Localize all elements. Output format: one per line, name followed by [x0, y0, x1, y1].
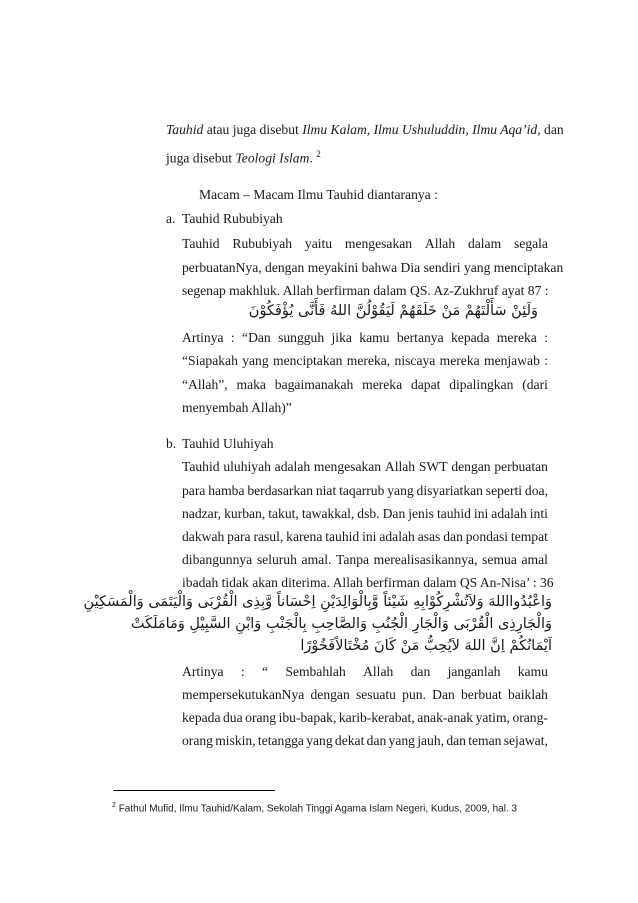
- term-tauhid: Tauhid: [166, 122, 204, 137]
- word: Rububiyah: [232, 236, 293, 251]
- word: SWT: [418, 459, 448, 474]
- word: dan: [410, 664, 431, 679]
- word: karena: [286, 529, 323, 544]
- section-b-art-3: [182, 709, 548, 727]
- section-a-line-3: segenap makhluk. Allah berfirman dalam QS. Az-Zukhruf ayat 87 :: [182, 283, 549, 298]
- word: jauh,: [417, 733, 445, 748]
- section-a-art-3: [182, 376, 548, 394]
- section-b-line-4: [182, 528, 548, 546]
- word: pondasi: [465, 529, 509, 544]
- word: mengesakan: [313, 459, 382, 474]
- word: “: [261, 664, 269, 679]
- word: menjawab: [484, 353, 540, 368]
- word: mereka: [362, 377, 403, 392]
- ilmu-names: Ilmu Kalam, Ilmu Ushuluddin, Ilmu Aqa’id,: [302, 122, 541, 137]
- word: asas: [417, 529, 441, 544]
- word: :: [230, 330, 235, 345]
- section-b-line-2: [182, 482, 548, 500]
- footnote: [112, 800, 517, 815]
- word: berdasarkan: [247, 483, 314, 498]
- word: merealisasikannya,: [373, 552, 478, 567]
- word: yang: [388, 733, 415, 748]
- word: yang: [387, 483, 414, 498]
- word: ini: [473, 506, 489, 521]
- word: para: [227, 529, 251, 544]
- word: tetangga: [257, 733, 304, 748]
- arabic-verse-an-nisa-2: وَالْجَارِذِى الْقُرْبَى وَالْجَارِ الْجُنُبِ وَالصَّاحِبِ بِالْجَنْبِ وَابْنِ السَّبِيْلِ وَمَامَلَكَتْ: [130, 616, 552, 632]
- arabic-verse-az-zukhruf: وَلَئِنْ سَأَلْتَهُمْ مَنْ خَلَقَهُمْ لَيَقُوْلُنَّ اللهُ فَأَنَّى يُؤْفَكُوْنَ: [248, 303, 538, 319]
- intro-dot: .: [309, 150, 313, 166]
- word: adalah: [274, 459, 311, 474]
- word: Allah: [424, 236, 456, 251]
- word: yatim,: [475, 710, 510, 725]
- intro-dan: dan: [544, 122, 564, 137]
- word: Artinya: [182, 664, 224, 679]
- word: pun.: [402, 687, 426, 702]
- word: :: [240, 664, 245, 679]
- word: rasul,: [253, 529, 284, 544]
- word: dan: [446, 733, 466, 748]
- word: kurban,: [224, 506, 266, 521]
- word: (dari: [522, 377, 548, 392]
- word: taqarrub: [339, 483, 385, 498]
- intro-text-2: juga disebut: [166, 150, 233, 166]
- term-teologi: Teologi Islam: [235, 150, 310, 166]
- word: teman: [468, 733, 502, 748]
- footnote-ref: 2: [316, 149, 321, 159]
- word: tauhid: [436, 506, 471, 521]
- word: “Dan: [242, 330, 271, 345]
- section-a-art-2: [182, 352, 548, 370]
- section-b-title: Tauhid Uluhiyah: [182, 436, 274, 451]
- word: “Allah”,: [182, 377, 228, 392]
- word: menciptakan: [273, 353, 343, 368]
- word: Dan: [382, 506, 406, 521]
- word: mereka: [439, 353, 480, 368]
- word: Dan: [432, 687, 455, 702]
- word: dalam: [467, 236, 502, 251]
- section-b-line-3: [182, 505, 548, 523]
- word: jika: [331, 330, 352, 345]
- section-a-line-2: perbuatanNya, dengan meyakini bahwa Dia sendiri yang menciptakan: [182, 260, 564, 275]
- intro-line-2: [166, 145, 321, 168]
- word: karib-kerabat,: [338, 710, 415, 725]
- word: berbuat: [461, 687, 502, 702]
- word: ibu-bapak,: [278, 710, 337, 725]
- word: mempersekutukanNya: [182, 687, 305, 702]
- word: doa,: [524, 483, 548, 498]
- word: amal.: [301, 552, 332, 567]
- word: kamu: [359, 330, 390, 345]
- word: sungguh: [278, 330, 325, 345]
- word: takut,: [268, 506, 299, 521]
- word: orang-: [512, 710, 548, 725]
- word: niscaya: [394, 353, 436, 368]
- section-b-line-5: [182, 551, 548, 569]
- word: yaitu: [304, 236, 333, 251]
- word: seperti: [485, 483, 523, 498]
- word: yang: [242, 353, 269, 368]
- arabic-verse-an-nisa-3: اَيْمَانُكُمْ اِنَّ اللهَ لاَيُحِبُّ مَنْ كَانَ مُخْتَالاًفَخُوْرًا: [300, 638, 552, 654]
- section-b-line-6: ibadah tidak akan diterima. Allah berfirman dalam QS An-Nisa’ : 36: [182, 575, 554, 590]
- word: “Siapakah: [182, 353, 238, 368]
- section-heading: Macam – Macam Ilmu Tauhid diantaranya :: [199, 187, 438, 202]
- word: perbuatan: [494, 459, 548, 474]
- section-b-line-1: [182, 458, 548, 476]
- word: mengesakan: [344, 236, 413, 251]
- word: tauhid: [325, 529, 360, 544]
- word: Tanpa: [336, 552, 370, 567]
- word: kepada: [450, 330, 490, 345]
- footnote-rule: [113, 790, 275, 791]
- section-a-art-1: [182, 329, 548, 347]
- section-b-marker: b.: [166, 436, 177, 451]
- word: baiklah: [507, 687, 548, 702]
- word: mereka: [496, 330, 537, 345]
- word: inti: [529, 506, 548, 521]
- word: sejawat,: [503, 733, 548, 748]
- intro-line-1: [166, 121, 564, 139]
- word: dipalingkan: [449, 377, 514, 392]
- section-a-art-4: menyembah Allah)”: [182, 400, 292, 415]
- word: seluruh: [256, 552, 297, 567]
- word: dengan: [451, 459, 491, 474]
- word: dekat: [334, 733, 365, 748]
- section-a-marker: a.: [166, 211, 176, 226]
- word: :: [544, 330, 548, 345]
- word: kepada: [182, 710, 221, 725]
- word: Tauhid: [182, 459, 220, 474]
- word: :: [544, 353, 548, 368]
- word: yang: [306, 733, 333, 748]
- section-a-line-1: [182, 235, 548, 253]
- intro-text: atau juga disebut: [206, 122, 299, 137]
- footnote-number: 2: [112, 802, 116, 809]
- section-b-art-2: [182, 686, 548, 704]
- word: para: [182, 483, 206, 498]
- arabic-verse-an-nisa-1: وَاعْبُدُوااللهَ وَلاَتُشْرِكُوْابِهِ شَيْئاً وَّبِالْوَالِدَيْنِ اِحْسَاناً وَّبِذِى الْقُرْبَى وَالْيَتَمَى وَالْمَسَكِيْنِ: [83, 594, 552, 610]
- word: kamu: [517, 664, 548, 679]
- word: niat: [315, 483, 337, 498]
- word: jenis: [408, 506, 434, 521]
- word: tawakkal,: [301, 506, 355, 521]
- word: mereka,: [346, 353, 391, 368]
- word: semua: [482, 552, 517, 567]
- word: Tauhid: [182, 236, 220, 251]
- word: dan: [443, 529, 463, 544]
- word: dan: [366, 733, 387, 748]
- word: dengan: [310, 687, 350, 702]
- word: adalah: [491, 506, 527, 521]
- word: dua: [223, 710, 243, 725]
- word: hamba: [208, 483, 245, 498]
- word: uluhiyah: [223, 459, 271, 474]
- section-b-art-1: [182, 663, 548, 681]
- word: dibangunnya: [182, 552, 253, 567]
- section-a-title: Tauhid Rububiyah: [182, 211, 283, 226]
- footnote-text: Fathul Mufid, Ilmu Tauhid/Kalam, Sekolah Tinggi Agama Islam Negeri, Kudus, 2009, hal. 3: [118, 803, 518, 815]
- word: segala: [514, 236, 548, 251]
- section-b-art-4: [182, 732, 548, 750]
- word: nadzar,: [182, 506, 222, 521]
- word: dakwah: [182, 529, 225, 544]
- word: maka: [236, 377, 266, 392]
- word: dsb.: [357, 506, 380, 521]
- word: tempat: [510, 529, 548, 544]
- word: sesuatu: [355, 687, 396, 702]
- word: bagaimanakah: [274, 377, 354, 392]
- word: Allah: [363, 664, 394, 679]
- word: orang: [245, 710, 277, 725]
- word: amal: [521, 552, 548, 567]
- word: ini: [362, 529, 377, 544]
- word: Sembahlah: [285, 664, 346, 679]
- word: orang: [182, 733, 213, 748]
- word: Artinya: [182, 330, 224, 345]
- word: miskin,: [215, 733, 256, 748]
- word: adalah: [379, 529, 415, 544]
- word: bertanya: [396, 330, 444, 345]
- word: anak-anak: [417, 710, 474, 725]
- word: Allah: [384, 459, 416, 474]
- word: disyariatkan: [416, 483, 483, 498]
- word: janganlah: [447, 664, 501, 679]
- word: dapat: [410, 377, 441, 392]
